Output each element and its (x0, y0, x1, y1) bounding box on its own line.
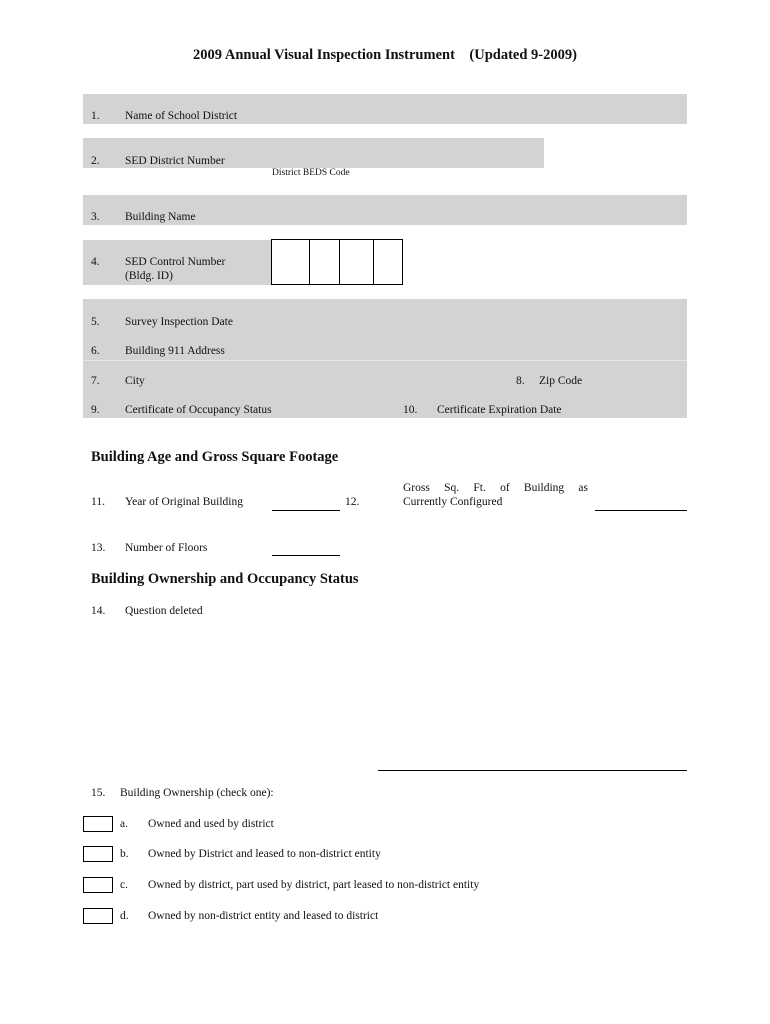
signature-line[interactable] (378, 770, 687, 771)
field-number: 2. (91, 155, 100, 167)
field-number: 1. (91, 110, 100, 122)
city-label[interactable]: City (125, 375, 145, 387)
beds-code-caption: District BEDS Code (272, 168, 350, 178)
survey-date-label[interactable]: Survey Inspection Date (125, 316, 233, 328)
section-heading-building-age: Building Age and Gross Square Footage (91, 449, 339, 465)
field-number: 8. (516, 375, 525, 387)
sed-district-number-label: SED District Number (125, 155, 225, 167)
option-d-label: Owned by non-district entity and leased to district (148, 910, 379, 922)
gross-sqft-label-line2: Currently Configured (403, 496, 503, 508)
question-number: 11. (91, 496, 105, 508)
option-a-label: Owned and used by district (148, 818, 274, 830)
gross-sqft-label: Gross Sq. Ft. of Building as (403, 482, 588, 494)
band-divider (83, 360, 687, 361)
field-number: 7. (91, 375, 100, 387)
option-d-checkbox[interactable] (83, 908, 113, 924)
gross-sqft-input[interactable] (595, 510, 687, 511)
option-b-checkbox[interactable] (83, 846, 113, 862)
question-number: 14. (91, 605, 106, 617)
field-number: 5. (91, 316, 100, 328)
question-number: 13. (91, 542, 106, 554)
option-a-checkbox[interactable] (83, 816, 113, 832)
control-number-cell-divider (309, 240, 310, 284)
field-number: 6. (91, 345, 100, 357)
control-number-cell-divider (373, 240, 374, 284)
ownership-question-label: Building Ownership (check one): (120, 787, 274, 799)
district-name-label: Name of School District (125, 110, 238, 122)
field-number: 4. (91, 256, 100, 268)
question-number: 15. (91, 787, 106, 799)
field-number: 3. (91, 211, 100, 223)
form-title: 2009 Annual Visual Inspection Instrument (Updated 9-2009) (193, 47, 577, 63)
number-of-floors-label: Number of Floors (125, 542, 208, 554)
certificate-expiration-label[interactable]: Certificate Expiration Date (437, 404, 562, 416)
bldg-id-label: (Bldg. ID) (125, 270, 173, 282)
question-number: 12. (345, 496, 360, 508)
option-letter: d. (120, 910, 129, 922)
question-deleted-label: Question deleted (125, 605, 203, 617)
control-number-input[interactable] (271, 239, 403, 285)
year-built-input[interactable] (272, 510, 340, 511)
number-of-floors-input[interactable] (272, 555, 340, 556)
address-label[interactable]: Building 911 Address (125, 345, 225, 357)
option-c-label: Owned by district, part used by district, part leased to non-district entity (148, 879, 480, 891)
building-name-label: Building Name (125, 211, 196, 223)
option-b-label: Owned by District and leased to non-district entity (148, 848, 381, 860)
option-letter: a. (120, 818, 128, 830)
field-number: 10. (403, 404, 418, 416)
control-number-cell-divider (339, 240, 340, 284)
sed-control-number-label: SED Control Number (125, 256, 226, 268)
section-heading-ownership: Building Ownership and Occupancy Status (91, 571, 359, 587)
occupancy-status-label[interactable]: Certificate of Occupancy Status (125, 404, 272, 416)
option-letter: b. (120, 848, 129, 860)
option-letter: c. (120, 879, 128, 891)
option-c-checkbox[interactable] (83, 877, 113, 893)
field-number: 9. (91, 404, 100, 416)
zip-code-label[interactable]: Zip Code (539, 375, 583, 387)
year-built-label: Year of Original Building (125, 496, 243, 508)
